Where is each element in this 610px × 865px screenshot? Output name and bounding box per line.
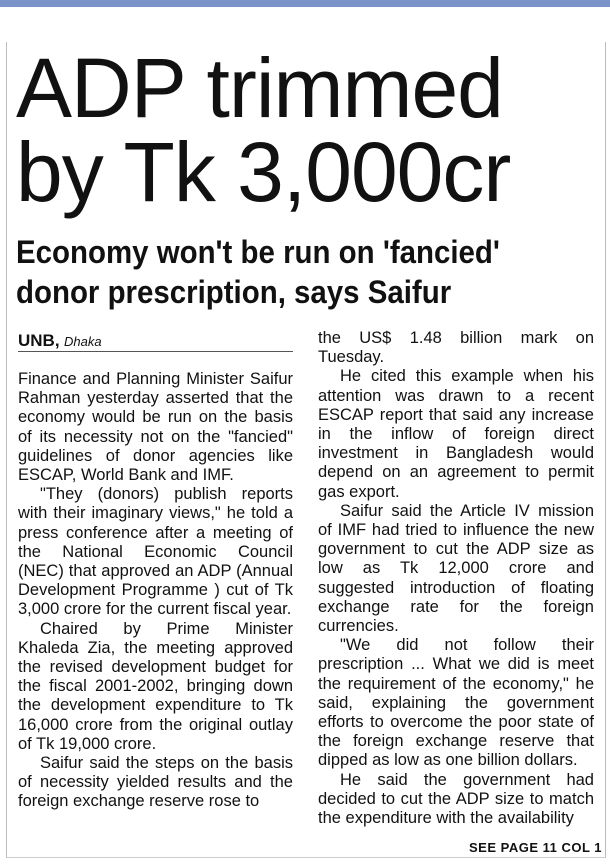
top-color-bar bbox=[0, 0, 610, 7]
continuation-jump-line: SEE PAGE 11 COL 1 bbox=[468, 840, 602, 855]
paragraph: Chaired by Prime Minister Khaleda Zia, the meeting approved the revised development budget for the fiscal 2001-2002, bringing down the development expenditure to Tk 16,000 crore from the original outlay of Tk 19,000 crore. bbox=[18, 619, 293, 753]
paragraph: He cited this example when his attention was drawn to a recent ESCAP report that said any increase in the inflow of foreign direct investment in Bangladesh would depend on an agreement to permit gas export. bbox=[318, 367, 594, 501]
byline bbox=[18, 331, 293, 352]
byline-place: Dhaka bbox=[64, 334, 102, 349]
paragraph: Saifur said the Article IV mission of IMF had tried to influence the new government to cut the ADP size as low as Tk 12,000 crore and suggested introduction of floating exchange rate for the foreign currencies. bbox=[318, 501, 594, 636]
headline-line-1: ADP trimmed bbox=[16, 41, 503, 135]
paragraph: "We did not follow their prescription ... What we did is meet the requirement of the economy," he said, explaining the government efforts to overcome the poor state of the foreign exchange reserve that dipped as low as one billion dollars. bbox=[318, 636, 594, 770]
subheadline bbox=[16, 232, 559, 312]
paragraph: He said the government had decided to cut the ADP size to match the expenditure with the availability bbox=[318, 770, 594, 828]
headline bbox=[16, 41, 606, 219]
paragraph: "They (donors) publish reports with their imaginary views," he told a press conference after a meeting of the National Economic Council (NEC) that approved an ADP (Annual Development Programme ) cut of Tk 3,000 crore for the current fiscal year. bbox=[18, 485, 293, 619]
paragraph: Saifur said the steps on the basis of necessity yielded results and the foreign exchange reserve rose to bbox=[18, 754, 293, 811]
headline-line-2: by Tk 3,000cr bbox=[16, 125, 511, 219]
subhead-line-1: Economy won't be run on 'fancied' bbox=[16, 234, 500, 270]
left-column bbox=[18, 370, 293, 812]
paragraph: the US$ 1.48 billion mark on Tuesday. bbox=[318, 329, 594, 367]
paragraph: Finance and Planning Minister Saifur Rahman yesterday asserted that the economy would be run on the basis of its necessity not on the "fancied" guidelines of donor agencies like ESCAP, World Bank and IMF. bbox=[18, 370, 293, 485]
right-column bbox=[318, 329, 594, 828]
byline-source: UNB, bbox=[18, 331, 60, 350]
subhead-line-2: donor prescription, says Saifur bbox=[16, 274, 452, 310]
